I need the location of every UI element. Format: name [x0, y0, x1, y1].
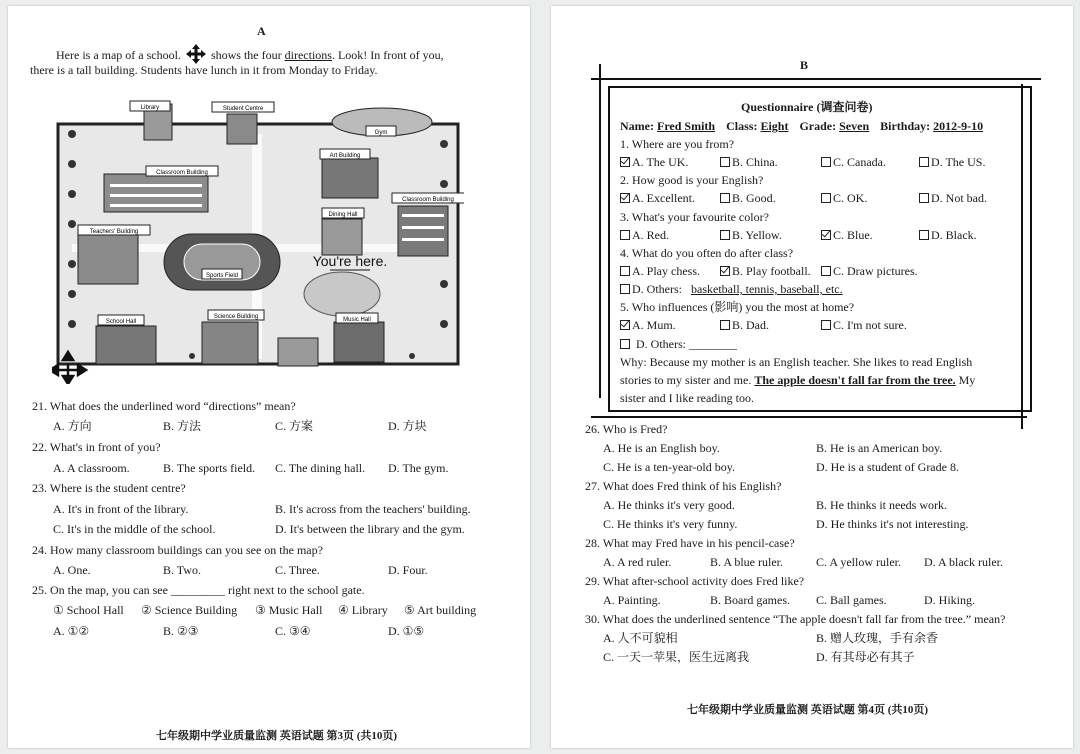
class-label: Class: [726, 119, 758, 133]
checkbox-icon[interactable] [620, 266, 630, 276]
q5-others-label: D. Others: [636, 337, 686, 351]
checkbox-icon[interactable] [620, 230, 630, 240]
q24-option-b[interactable]: B. Two. [163, 563, 201, 577]
checkbox-icon[interactable] [720, 157, 730, 167]
questionnaire-q3-option-b[interactable] [720, 228, 782, 242]
q23-option-d[interactable]: D. It's between the library and the gym. [275, 522, 465, 536]
student-info-row [620, 119, 983, 133]
q25-choice-1: ① School Hall [53, 603, 124, 617]
option-label: C. Blue. [833, 228, 873, 242]
questionnaire-q5-option-c[interactable] [821, 318, 907, 332]
why-line-2-pre: stories to my sister and me. [620, 373, 752, 387]
q27-option-d[interactable]: D. He thinks it's not interesting. [816, 517, 969, 531]
why-line-3: sister and I like reading too. [620, 391, 754, 405]
q25-choice-5: ⑤ Art building [404, 603, 477, 617]
questionnaire-q1-option-a[interactable] [620, 155, 688, 169]
why-line-1: Why: Because my mother is an English teacher. She likes to read English [620, 355, 973, 369]
checked-checkbox-icon[interactable] [620, 320, 630, 330]
questionnaire-q1-option-b[interactable] [720, 155, 778, 169]
q23-stem: 23. Where is the student centre? [32, 481, 186, 495]
q24-stem: 24. How many classroom buildings can you see on the map? [32, 543, 323, 557]
q23-option-b[interactable]: B. It's across from the teachers' building. [275, 502, 471, 516]
option-label: A. Play chess. [632, 264, 700, 278]
q29-stem: 29. What after-school activity does Fred like? [585, 574, 805, 588]
questionnaire-q1-option-d[interactable] [919, 155, 985, 169]
q27-option-c[interactable]: C. He thinks it's very funny. [603, 517, 738, 531]
grade-value: Seven [839, 119, 870, 133]
q26-option-a[interactable]: A. He is an English boy. [603, 441, 720, 455]
q25-option-d[interactable]: D. ①⑤ [388, 624, 425, 638]
q24-option-d[interactable]: D. Four. [388, 563, 428, 577]
q30-option-b[interactable]: B. 赠人玫瑰，手有余香 [816, 631, 939, 645]
q30-option-c[interactable]: C. 一天一苹果，医生远离我 [603, 650, 750, 664]
underlined-word-directions: directions [284, 48, 332, 62]
class-value: Eight [760, 119, 789, 133]
questionnaire-q2-option-a[interactable] [620, 191, 695, 205]
q25-choice-3: ③ Music Hall [255, 603, 323, 617]
q21-option-c[interactable]: C. 方案 [275, 419, 314, 433]
crop-line-top [591, 78, 1041, 80]
q4-others-checkbox[interactable] [620, 284, 630, 294]
option-label: D. The US. [931, 155, 986, 169]
map-label-science-building: Science Building [213, 314, 259, 320]
q29-option-a[interactable]: A. Painting. [603, 593, 661, 607]
q25-option-b[interactable]: B. ②③ [163, 624, 199, 638]
questionnaire-q4: 4. What do you often do after class? [620, 246, 794, 260]
q29-option-b[interactable]: B. Board games. [710, 593, 790, 607]
questionnaire-title: Questionnaire (调查问卷) [741, 100, 873, 114]
option-label: B. Play football. [732, 264, 811, 278]
name-value: Fred Smith [656, 119, 716, 133]
map-label-classroom-building-2: Classroom Building [402, 197, 454, 203]
why-line-2-post: My [958, 373, 976, 387]
birthday-value: 2012-9-10 [933, 119, 984, 133]
questionnaire-q3-option-c[interactable] [821, 228, 873, 242]
questionnaire-q5-option-b[interactable] [720, 318, 769, 332]
questionnaire-q2: 2. How good is your English? [620, 173, 764, 187]
checked-checkbox-icon[interactable] [821, 230, 831, 240]
q28-option-b[interactable]: B. A blue ruler. [710, 555, 783, 569]
exam-page-4 [551, 6, 1073, 748]
intro-text-pre: Here is a map of a school. [56, 48, 181, 62]
map-label-you-are-here: You're here. [312, 253, 388, 269]
option-label: D. Not bad. [931, 191, 987, 205]
checked-checkbox-icon[interactable] [620, 193, 630, 203]
q22-option-c[interactable]: C. The dining hall. [275, 461, 366, 475]
q25-stem: 25. On the map, you can see _________ right next to the school gate. [32, 583, 365, 597]
q24-option-c[interactable]: C. Three. [275, 563, 320, 577]
checkbox-icon[interactable] [821, 266, 831, 276]
checked-checkbox-icon[interactable] [720, 266, 730, 276]
q5-others-row [620, 337, 737, 351]
map-label-sports-field: Sports Field [205, 273, 239, 279]
option-label: A. Red. [632, 228, 669, 242]
q26-stem: 26. Who is Fred? [585, 422, 668, 436]
science-building [202, 322, 258, 364]
option-label: B. Good. [732, 191, 776, 205]
q28-option-c[interactable]: C. A yellow ruler. [816, 555, 901, 569]
q21-stem: 21. What does the underlined word “directions” mean? [32, 399, 296, 413]
crop-line-left [599, 64, 601, 398]
q22-option-b[interactable]: B. The sports field. [163, 461, 256, 475]
name-label: Name: [620, 119, 654, 133]
q25-choice-2: ② Science Building [141, 603, 238, 617]
q25-option-a[interactable]: A. ①② [53, 624, 90, 638]
q27-stem: 27. What does Fred think of his English? [585, 479, 782, 493]
q27-option-a[interactable]: A. He thinks it's very good. [603, 498, 735, 512]
dining-hall-building [322, 219, 362, 255]
section-b-heading: B [800, 58, 809, 72]
q24-option-a[interactable]: A. One. [53, 563, 91, 577]
map-label-school-hall: School Hall [105, 319, 137, 325]
map-label-student-centre: Student Centre [222, 106, 264, 112]
birthday-label: Birthday: [880, 119, 931, 133]
q26-option-d[interactable]: D. He is a student of Grade 8. [816, 460, 959, 474]
questionnaire-q4-option-b[interactable] [720, 264, 811, 278]
teachers-building [78, 234, 138, 284]
page-3-footer: 七年级期中学业质量监测 英语试题 第3页 (共10页) [156, 730, 398, 742]
page-4-footer: 七年级期中学业质量监测 英语试题 第4页 (共10页) [687, 704, 929, 716]
option-label: A. Mum. [632, 318, 676, 332]
classroom-building-2 [398, 206, 448, 256]
grade-label: Grade: [799, 119, 837, 133]
checkbox-icon[interactable] [720, 193, 730, 203]
q25-option-c[interactable]: C. ③④ [275, 624, 311, 638]
school-hall-building [96, 326, 156, 364]
option-label: A. The UK. [632, 155, 689, 169]
questionnaire-q5-option-a[interactable] [620, 318, 676, 332]
questionnaire-q4-option-a[interactable] [620, 264, 700, 278]
map-label-classroom-building-1: Classroom Building [156, 170, 208, 176]
compass-arrows-icon [185, 43, 207, 65]
q4-others-label: D. Others: [632, 282, 682, 296]
checkbox-icon[interactable] [919, 193, 929, 203]
checkbox-icon[interactable] [720, 320, 730, 330]
q5-others-blank: ________ [689, 337, 737, 351]
school-map [52, 94, 464, 384]
questionnaire-q3-option-d[interactable] [919, 228, 977, 242]
q28-option-d[interactable]: D. A black ruler. [924, 555, 1003, 569]
q29-option-d[interactable]: D. Hiking. [924, 593, 975, 607]
q22-stem: 22. What's in front of you? [32, 440, 161, 454]
student-centre-building [227, 114, 257, 144]
school-gate [278, 338, 318, 366]
q30-stem: 30. What does the underlined sentence “The apple doesn't fall far from the tree.” mean? [585, 612, 1006, 626]
checked-checkbox-icon[interactable] [620, 157, 630, 167]
you-are-here-area [304, 272, 380, 316]
questionnaire-q3: 3. What's your favourite color? [620, 210, 769, 224]
option-label: D. Black. [931, 228, 977, 242]
intro-text-post: . Look! In front of you, [331, 48, 444, 62]
questionnaire-q2-option-b[interactable] [720, 191, 776, 205]
checkbox-icon[interactable] [821, 157, 831, 167]
option-label: C. OK. [833, 191, 868, 205]
option-label: C. Canada. [833, 155, 886, 169]
art-building [322, 158, 378, 198]
crop-line-bottom [591, 416, 1027, 418]
map-label-art-building: Art Building [329, 153, 361, 159]
checkbox-icon[interactable] [919, 157, 929, 167]
q5-others-checkbox[interactable] [620, 339, 630, 349]
q23-option-c[interactable]: C. It's in the middle of the school. [53, 522, 216, 536]
intro-line-2: there is a tall building. Students have lunch in it from Monday to Friday. [30, 63, 378, 77]
questionnaire-q3-option-a[interactable] [620, 228, 669, 242]
option-label: B. Yellow. [732, 228, 782, 242]
map-label-library: Library [140, 105, 160, 111]
checkbox-icon[interactable] [919, 230, 929, 240]
q29-option-c[interactable]: C. Ball games. [816, 593, 887, 607]
q30-option-a[interactable]: A. 人不可貌相 [603, 631, 678, 645]
q23-option-a[interactable]: A. It's in front of the library. [53, 502, 189, 516]
q26-option-b[interactable]: B. He is an American boy. [816, 441, 943, 455]
q26-option-c[interactable]: C. He is a ten-year-old boy. [603, 460, 735, 474]
q21-option-a[interactable]: A. 方向 [53, 419, 92, 433]
map-label-music-hall: Music Hall [343, 317, 371, 323]
q21-option-d[interactable]: D. 方块 [388, 419, 427, 433]
why-proverb: The apple doesn't fall far from the tree. [754, 373, 956, 387]
q21-option-b[interactable]: B. 方法 [163, 419, 202, 433]
questionnaire-q2-option-c[interactable] [821, 191, 867, 205]
questionnaire-q5: 5. Who influences (影响) you the most at home? [620, 300, 855, 314]
option-label: C. Draw pictures. [833, 264, 918, 278]
q22-option-a[interactable]: A. A classroom. [53, 461, 130, 475]
map-label-teachers-building: Teachers' Building [89, 229, 139, 235]
questionnaire-q2-option-d[interactable] [919, 191, 987, 205]
option-label: C. I'm not sure. [833, 318, 907, 332]
checkbox-icon[interactable] [720, 230, 730, 240]
option-label: B. China. [732, 155, 778, 169]
q28-option-a[interactable]: A. A red ruler. [603, 555, 672, 569]
why-line-2 [620, 373, 975, 387]
intro-line-1 [56, 43, 444, 65]
q30-option-d[interactable]: D. 有其母必有其子 [816, 650, 915, 664]
q25-choice-4: ④ Library [338, 603, 388, 617]
questionnaire-q1: 1. Where are you from? [620, 137, 735, 151]
q28-stem: 28. What may Fred have in his pencil-case? [585, 536, 795, 550]
checkbox-icon[interactable] [821, 193, 831, 203]
intro-text-mid: shows the four [210, 48, 282, 62]
questionnaire-box [608, 86, 1032, 412]
q4-others-value: basketball, tennis, baseball, etc. [691, 282, 843, 296]
checkbox-icon[interactable] [821, 320, 831, 330]
map-label-gym: Gym [374, 130, 388, 136]
questionnaire-q1-option-c[interactable] [821, 155, 886, 169]
option-label: A. Excellent. [632, 191, 695, 205]
exam-page-3 [8, 6, 530, 748]
questionnaire-q4-option-c[interactable] [821, 264, 918, 278]
q22-option-d[interactable]: D. The gym. [388, 461, 449, 475]
q4-others-row [620, 282, 843, 296]
music-hall-building [334, 322, 384, 362]
section-a-heading: A [257, 24, 266, 38]
map-label-dining-hall: Dining Hall [328, 212, 358, 218]
q27-option-b[interactable]: B. He thinks it needs work. [816, 498, 947, 512]
option-label: B. Dad. [732, 318, 769, 332]
